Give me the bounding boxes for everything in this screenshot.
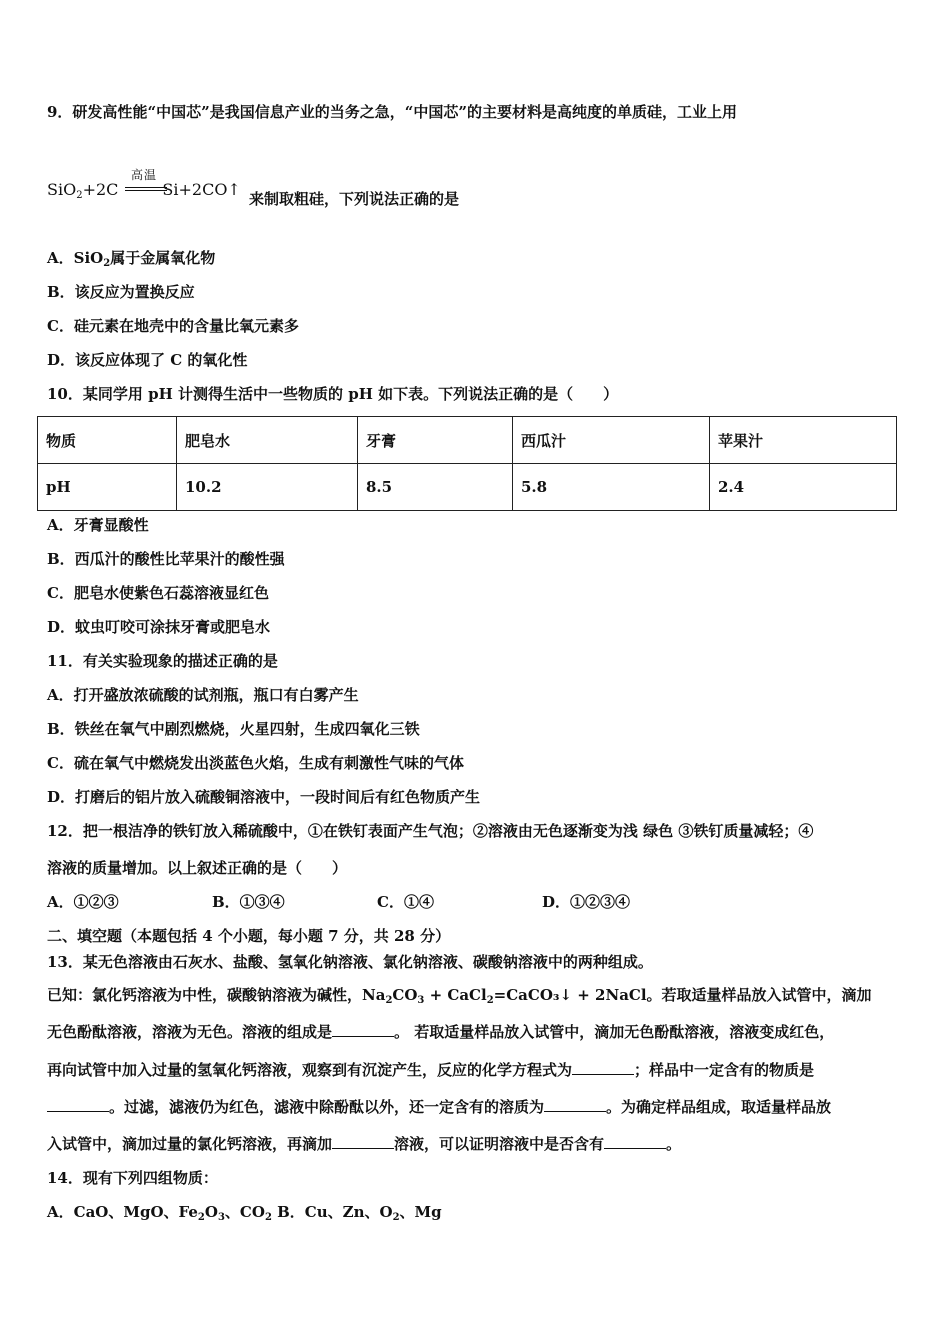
equation-condition: 高温 <box>131 168 158 182</box>
q12-stem-line1: 12．把一根洁净的铁钉放入稀硫酸中，①在铁钉表面产生气泡；②溶液由无色逐渐变为浅 绿色 ③铁钉质量减轻；④ <box>47 822 814 840</box>
q9-option-d[interactable]: D．该反应体现了 C 的氧化性 <box>47 351 248 369</box>
answer-blank[interactable] <box>332 1022 394 1037</box>
q14-stem: 14．现有下列四组物质： <box>47 1169 218 1187</box>
q12-stem-line2: 溶液的质量增加。以上叙述正确的是（ ） <box>47 859 348 877</box>
answer-blank[interactable] <box>47 1097 109 1112</box>
table-cell: 10.2 <box>177 464 358 511</box>
table-header-cell: 苹果汁 <box>710 417 897 464</box>
q9-stem: 9．研发高性能“中国芯”是我国信息产业的当务之急，“中国芯”的主要材料是高纯度的单质硅，工业上用 <box>47 103 737 121</box>
q13-line2: 已知：氯化钙溶液为中性，碳酸钠溶液为碱性，$Na_2CO_3$ + CaCl$_2$=CaCO₃↓ + 2NaCl。若取适量样品放入试管中，滴加 <box>47 986 872 1006</box>
q12-option-c[interactable]: C．①④ <box>377 893 434 911</box>
q10-option-a[interactable]: A．牙膏显酸性 <box>47 516 149 534</box>
q13-line1: 13．某无色溶液由石灰水、盐酸、氢氧化钠溶液、氯化钠溶液、碳酸钠溶液中的两种组成。 <box>47 953 653 971</box>
q10-option-c[interactable]: C．肥皂水使紫色石蕊溶液显红色 <box>47 584 269 602</box>
q11-option-d[interactable]: D．打磨后的铝片放入硫酸铜溶液中，一段时间后有红色物质产生 <box>47 788 481 806</box>
q11-stem: 11．有关实验现象的描述正确的是 <box>47 652 278 670</box>
q9-option-a[interactable]: A．SiO$_2$属于金属氧化物 <box>47 249 216 269</box>
table-row <box>38 464 897 511</box>
q11-option-a[interactable]: A．打开盛放浓硫酸的试剂瓶，瓶口有白雾产生 <box>47 686 359 704</box>
equation-equals-sign <box>125 187 167 191</box>
q13-line5: 。过滤，滤液仍为红色，滤液中除酚酞以外，还一定含有的溶质为 。为确定样品组成，取适量样品放 <box>47 1097 831 1117</box>
q13-line3: 无色酚酞溶液，溶液为无色。溶液的组成是 。 若取适量样品放入试管中，滴加无色酚酞溶液，溶液变成红色， <box>47 1023 835 1041</box>
answer-blank[interactable] <box>572 1060 634 1075</box>
table-cell: 5.8 <box>513 464 710 511</box>
table-cell: 2.4 <box>710 464 897 511</box>
q12-option-a[interactable]: A．①②③ <box>47 893 119 911</box>
table-header-cell: 肥皂水 <box>177 417 358 464</box>
equation-tail-text: 来制取粗硅，下列说法正确的是 <box>249 190 460 208</box>
q9-option-b[interactable]: B．该反应为置换反应 <box>47 283 195 301</box>
q11-option-c[interactable]: C．硫在氧气中燃烧发出淡蓝色火焰，生成有刺激性气味的气体 <box>47 754 464 772</box>
section-title: 二、填空题（本题包括 4 个小题，每小题 7 分，共 28 分） <box>47 927 451 945</box>
table-cell: pH <box>38 464 177 511</box>
table-row <box>38 417 897 464</box>
q13-line4: 再向试管中加入过量的氢氧化钙溶液，观察到有沉淀产生，反应的化学方程式为 ；样品中一定含有的物质是 <box>47 1061 815 1079</box>
q10-option-d[interactable]: D．蚊虫叮咬可涂抹牙膏或肥皂水 <box>47 618 271 636</box>
answer-blank[interactable] <box>544 1097 606 1112</box>
ph-table <box>37 416 897 511</box>
q12-option-b[interactable]: B．①③④ <box>212 893 285 911</box>
q12-option-d[interactable]: D．①②③④ <box>542 893 631 911</box>
table-cell: 8.5 <box>358 464 513 511</box>
answer-blank[interactable] <box>604 1134 666 1149</box>
equation-formula: SiO$_2$+2C Si+2CO↑ <box>47 180 241 201</box>
q14-option-line[interactable]: A．CaO、MgO、$Fe_2O_3$、$CO_2$ B．Cu、Zn、$O_2$、Mg <box>47 1203 442 1223</box>
q9-option-c[interactable]: C．硅元素在地壳中的含量比氧元素多 <box>47 317 299 335</box>
q11-option-b[interactable]: B．铁丝在氧气中剧烈燃烧，火星四射，生成四氧化三铁 <box>47 720 420 738</box>
q10-option-b[interactable]: B．西瓜汁的酸性比苹果汁的酸性强 <box>47 550 285 568</box>
answer-blank[interactable] <box>332 1134 394 1149</box>
table-header-cell: 物质 <box>38 417 177 464</box>
q10-stem: 10．某同学用 pH 计测得生活中一些物质的 pH 如下表。下列说法正确的是（ ） <box>47 385 619 403</box>
table-header-cell: 牙膏 <box>358 417 513 464</box>
table-header-cell: 西瓜汁 <box>513 417 710 464</box>
q13-line6: 入试管中，滴加过量的氯化钙溶液，再滴加 溶液，可以证明溶液中是否含有 。 <box>47 1135 682 1153</box>
